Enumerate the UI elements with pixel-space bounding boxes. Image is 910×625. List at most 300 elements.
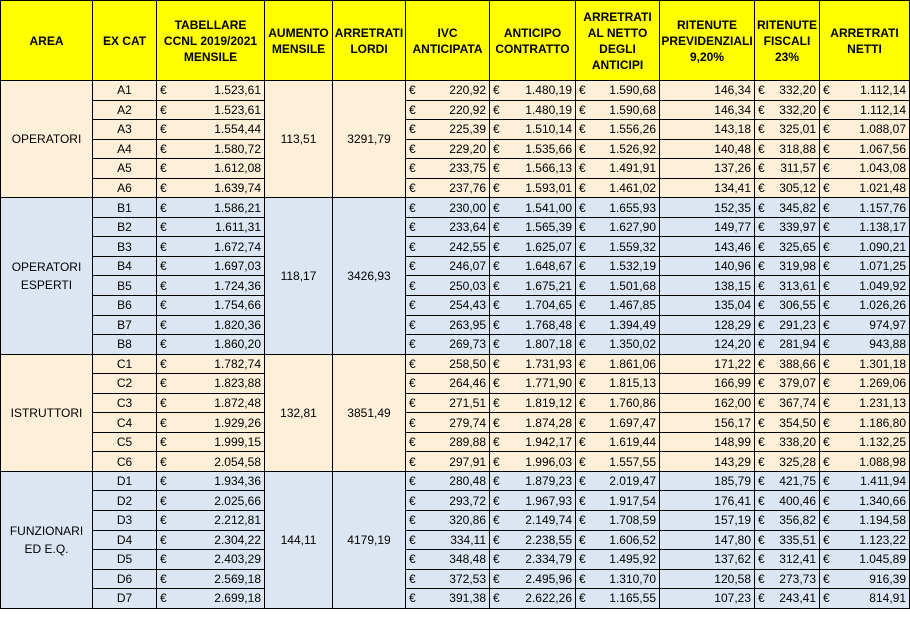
aumento-cell: 113,51 [265,81,333,198]
euro-sign: € [823,259,830,274]
table-row [1,315,910,335]
ivc-cell [406,296,490,316]
euro-sign: € [579,474,586,489]
ex-cat-cell: C2 [93,374,157,394]
ritenute-prev-cell: 148,99 [660,432,755,452]
euro-sign: € [758,532,765,547]
amount: 313,61 [779,278,816,293]
euro-value [160,492,261,510]
aumento-cell: 132,81 [265,354,333,471]
table-row [1,217,910,237]
euro-value [758,453,816,471]
arretrati-netti-cell [820,393,910,413]
euro-sign: € [823,513,830,528]
anticipo-cell [490,81,576,101]
amount: 1.310,70 [609,571,656,586]
amount: 1.697,47 [609,415,656,430]
ex-cat-cell: A5 [93,159,157,179]
euro-sign: € [579,181,586,195]
euro-sign: € [493,532,500,547]
table-row [1,120,910,140]
euro-sign: € [409,552,416,567]
arretrati-netto-cell [576,354,660,374]
euro-sign: € [160,435,167,450]
amount: 1.565,39 [525,220,572,235]
euro-sign: € [823,298,830,313]
euro-value [493,511,572,529]
euro-value [160,316,261,334]
amount: 1.165,55 [609,591,656,606]
table-row [1,452,910,472]
ritenute-prev-cell: 137,62 [660,550,755,570]
euro-value [409,589,486,607]
amount: 242,55 [449,239,486,254]
ivc-cell [406,550,490,570]
euro-sign: € [758,102,765,117]
ritenute-fisc-cell [755,491,820,511]
euro-sign: € [160,141,167,156]
amount: 1.194,58 [859,513,906,528]
ivc-cell [406,276,490,296]
euro-sign: € [160,337,167,352]
amount: 400,46 [779,493,816,508]
aumento-cell: 118,17 [265,198,333,354]
amount: 1.495,92 [609,552,656,567]
arretrati-netto-cell [576,217,660,237]
amount: 1.967,93 [525,493,572,508]
euro-value [409,531,486,549]
arretrati-netto-cell [576,198,660,218]
euro-value [758,492,816,510]
euro-sign: € [493,396,500,411]
arretrati-netto-cell [576,100,660,120]
euro-value [493,159,572,177]
ivc-cell [406,413,490,433]
euro-sign: € [758,220,765,235]
ex-cat-cell: C4 [93,413,157,433]
euro-value [758,589,816,607]
euro-value [579,335,656,353]
amount: 1.861,06 [609,356,656,371]
euro-value [409,277,486,295]
header-arretrati-netti: ARRETRATI NETTI [820,1,910,81]
euro-sign: € [758,259,765,274]
amount: 293,72 [449,493,486,508]
euro-value [758,433,816,451]
euro-value [409,472,486,490]
amount: 1.566,13 [525,161,572,176]
euro-value [579,199,656,217]
ex-cat-cell: B8 [93,335,157,355]
euro-value [493,218,572,236]
arretrati-netto-cell [576,432,660,452]
table-body [1,81,910,609]
arretrati-netti-cell [820,452,910,472]
euro-sign: € [160,396,167,411]
euro-value [409,296,486,314]
amount: 297,91 [449,454,486,469]
ivc-cell [406,393,490,413]
ex-cat-cell: D3 [93,511,157,531]
amount: 1.088,98 [859,454,906,469]
euro-sign: € [823,161,830,176]
euro-value [823,550,906,568]
anticipo-cell [490,315,576,335]
arretrati-netti-cell [820,530,910,550]
amount: 246,07 [449,259,486,274]
euro-sign: € [160,122,167,137]
table-row [1,354,910,374]
tabellare-cell [157,569,265,589]
euro-sign: € [493,435,500,450]
table-row [1,589,910,609]
tabellare-cell [157,139,265,159]
euro-value [823,179,906,197]
euro-sign: € [493,83,500,98]
amount: 1.340,66 [859,493,906,508]
euro-value [409,453,486,471]
euro-sign: € [579,161,586,176]
amount: 1.782,74 [214,356,261,371]
ritenute-fisc-cell [755,452,820,472]
table-row [1,569,910,589]
amount: 1.612,08 [214,161,261,176]
amount: 1.112,14 [860,102,906,117]
amount: 2.212,81 [214,513,261,528]
ritenute-prev-cell: 146,34 [660,81,755,101]
euro-value [823,355,906,373]
ex-cat-cell: C6 [93,452,157,472]
ex-cat-cell: D1 [93,471,157,491]
arretrati-netto-cell [576,276,660,296]
amount: 1.593,01 [525,181,572,195]
euro-value [409,199,486,217]
amount: 305,12 [779,181,816,195]
euro-value [409,335,486,353]
euro-value [493,238,572,256]
header-arretrati-netto: ARRETRATI AL NETTO DEGLI ANTICIPI [576,1,660,81]
ex-cat-cell: A1 [93,81,157,101]
arretrati-netto-cell [576,81,660,101]
euro-value [823,511,906,529]
ritenute-prev-cell: 134,41 [660,178,755,198]
ivc-cell [406,374,490,394]
euro-value [823,81,906,99]
euro-value [493,316,572,334]
euro-value [409,238,486,256]
euro-value [409,550,486,568]
euro-value [758,414,816,432]
amount: 1.815,13 [609,376,656,391]
amount: 291,23 [779,317,816,332]
amount: 1.021,48 [859,181,906,195]
table-row [1,178,910,198]
euro-sign: € [758,513,765,528]
amount: 1.535,66 [525,141,572,156]
ex-cat-cell: D2 [93,491,157,511]
amount: 335,51 [779,532,816,547]
euro-sign: € [409,83,416,98]
amount: 1.138,17 [859,220,906,235]
euro-sign: € [409,435,416,450]
euro-value [493,472,572,490]
arretrati-netto-cell [576,511,660,531]
amount: 1.523,61 [214,102,261,117]
euro-value [493,394,572,412]
header-ritenute-prev: RITENUTE PREVIDENZIALI 9,20% [660,1,755,81]
amount: 354,50 [779,415,816,430]
header-area: AREA [1,1,93,81]
amount: 1.771,90 [525,376,572,391]
ritenute-fisc-cell [755,139,820,159]
euro-sign: € [823,493,830,508]
euro-sign: € [823,396,830,411]
euro-sign: € [160,571,167,586]
euro-value [493,570,572,588]
ritenute-prev-cell: 156,17 [660,413,755,433]
ritenute-prev-cell: 124,20 [660,335,755,355]
anticipo-cell [490,296,576,316]
euro-value [409,218,486,236]
euro-value [823,238,906,256]
arretrati-netti-cell [820,550,910,570]
euro-value [579,453,656,471]
amount: 1.655,93 [609,200,656,215]
ex-cat-cell: A3 [93,120,157,140]
euro-value [160,218,261,236]
table-row [1,471,910,491]
amount: 1.999,15 [214,435,261,450]
euro-value [409,140,486,158]
arretrati-netti-cell [820,139,910,159]
amount: 1.269,06 [859,376,906,391]
amount: 264,46 [449,376,486,391]
anticipo-cell [490,237,576,257]
euro-value [493,101,572,119]
arretrati-netto-cell [576,256,660,276]
arretrati-netto-cell [576,139,660,159]
amount: 1.860,20 [214,337,261,352]
amount: 1.823,88 [214,376,261,391]
euro-value [160,472,261,490]
arretrati-netti-cell [820,315,910,335]
ritenute-prev-cell: 152,35 [660,198,755,218]
anticipo-cell [490,159,576,179]
tabellare-cell [157,530,265,550]
euro-sign: € [579,591,586,606]
ritenute-fisc-cell [755,393,820,413]
euro-value [160,570,261,588]
amount: 339,97 [779,220,816,235]
euro-value [409,120,486,138]
arretrati-lordi-cell: 3851,49 [333,354,406,471]
euro-sign: € [823,591,830,606]
ivc-cell [406,178,490,198]
euro-sign: € [758,298,765,313]
arretrati-lordi-cell: 3291,79 [333,81,406,198]
tabellare-cell [157,159,265,179]
euro-value [823,414,906,432]
euro-sign: € [823,141,830,156]
ivc-cell [406,569,490,589]
anticipo-cell [490,100,576,120]
amount: 312,41 [779,552,816,567]
euro-sign: € [160,454,167,469]
amount: 2.149,74 [525,513,572,528]
tabellare-cell [157,393,265,413]
euro-sign: € [160,532,167,547]
amount: 1.480,19 [525,102,572,117]
amount: 1.724,36 [214,278,261,293]
amount: 318,88 [779,141,816,156]
ritenute-fisc-cell [755,120,820,140]
euro-sign: € [823,83,830,98]
euro-sign: € [493,317,500,332]
amount: 1.606,52 [609,532,656,547]
euro-value [823,453,906,471]
amount: 1.071,25 [859,259,906,274]
arretrati-netti-cell [820,471,910,491]
euro-sign: € [758,317,765,332]
euro-value [579,179,656,197]
euro-value [579,550,656,568]
amount: 325,28 [779,454,816,469]
euro-sign: € [493,513,500,528]
amount: 281,94 [779,337,816,352]
euro-value [160,101,261,119]
euro-sign: € [493,141,500,156]
euro-sign: € [579,454,586,469]
anticipo-cell [490,354,576,374]
arretrati-netto-cell [576,120,660,140]
amount: 1.026,26 [859,298,906,313]
amount: 1.350,02 [609,337,656,352]
euro-sign: € [758,239,765,254]
amount: 233,64 [449,220,486,235]
table-row [1,491,910,511]
euro-sign: € [409,571,416,586]
ritenute-fisc-cell [755,432,820,452]
euro-sign: € [758,591,765,606]
ivc-cell [406,471,490,491]
euro-sign: € [579,220,586,235]
euro-value [579,218,656,236]
ivc-cell [406,432,490,452]
ivc-cell [406,217,490,237]
anticipo-cell [490,471,576,491]
table-row [1,81,910,101]
ritenute-fisc-cell [755,237,820,257]
euro-sign: € [409,454,416,469]
tabellare-cell [157,511,265,531]
table-row [1,374,910,394]
euro-value [823,257,906,275]
amount: 1.532,19 [609,259,656,274]
euro-value [758,159,816,177]
arretrati-netto-cell [576,178,660,198]
euro-value [579,277,656,295]
euro-sign: € [160,278,167,293]
euro-sign: € [409,181,416,195]
amount: 2.054,58 [214,454,261,469]
euro-sign: € [493,259,500,274]
amount: 2.495,96 [525,571,572,586]
amount: 1.557,55 [609,454,656,469]
amount: 1.708,59 [609,513,656,528]
amount: 1.501,68 [609,278,656,293]
amount: 1.590,68 [609,102,656,117]
ritenute-fisc-cell [755,589,820,609]
euro-sign: € [160,220,167,235]
arretrati-netto-cell [576,296,660,316]
euro-value [493,589,572,607]
amount: 1.157,76 [859,200,906,215]
amount: 230,00 [449,200,486,215]
euro-sign: € [579,415,586,430]
ritenute-prev-cell: 143,46 [660,237,755,257]
ritenute-fisc-cell [755,81,820,101]
ritenute-prev-cell: 107,23 [660,589,755,609]
arretrati-netto-cell [576,530,660,550]
euro-value [160,81,261,99]
ritenute-prev-cell: 146,34 [660,100,755,120]
amount: 250,03 [449,278,486,293]
euro-sign: € [160,474,167,489]
euro-value [758,570,816,588]
euro-value [758,472,816,490]
amount: 1.301,18 [859,356,906,371]
ritenute-fisc-cell [755,296,820,316]
euro-value [579,511,656,529]
ex-cat-cell: B7 [93,315,157,335]
anticipo-cell [490,139,576,159]
euro-sign: € [823,102,830,117]
euro-sign: € [758,474,765,489]
euro-sign: € [823,356,830,371]
euro-value [160,589,261,607]
euro-value [579,472,656,490]
euro-sign: € [409,356,416,371]
euro-sign: € [409,415,416,430]
euro-value [579,81,656,99]
amount: 1.754,66 [214,298,261,313]
euro-value [579,159,656,177]
euro-value [758,374,816,392]
header-anticipo: ANTICIPO CONTRATTO [490,1,576,81]
amount: 2.334,79 [525,552,572,567]
euro-sign: € [579,571,586,586]
ritenute-fisc-cell [755,413,820,433]
euro-value [823,472,906,490]
area-cell: OPERATORI ESPERTI [1,198,93,354]
euro-sign: € [758,376,765,391]
amount: 233,75 [449,161,486,176]
euro-sign: € [493,161,500,176]
euro-sign: € [160,552,167,567]
ritenute-prev-cell: 140,48 [660,139,755,159]
ex-cat-cell: B6 [93,296,157,316]
amount: 289,88 [449,435,486,450]
amount: 388,66 [779,356,816,371]
ivc-cell [406,100,490,120]
euro-sign: € [409,200,416,215]
euro-sign: € [758,552,765,567]
tabellare-cell [157,471,265,491]
euro-sign: € [409,122,416,137]
euro-sign: € [493,571,500,586]
amount: 1.043,08 [859,161,906,176]
euro-value [579,414,656,432]
